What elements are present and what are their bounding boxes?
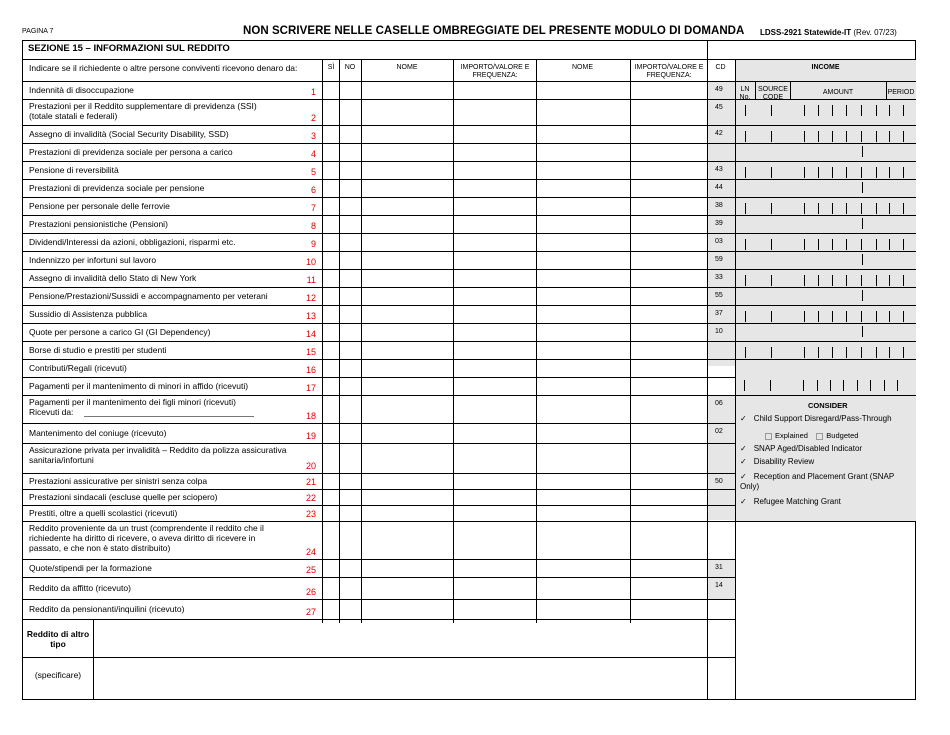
row-rule [22, 423, 735, 424]
entry-tick [889, 105, 890, 116]
row-rule [22, 179, 735, 180]
entry-tick [818, 131, 819, 142]
row-label-line3: passato, e che non è stato distribuito) [29, 543, 171, 553]
row-label: Prestazioni di previdenza sociale per pensione [29, 183, 205, 193]
entry-tick [889, 311, 890, 322]
row-label: Prestazioni pensionistiche (Pensioni) [29, 219, 168, 229]
entry-tick [804, 203, 805, 214]
income-rule [735, 251, 916, 252]
row-label: Prestazioni sindacali (escluse quelle per sciopero) [29, 492, 218, 502]
row-number: 18 [305, 411, 316, 421]
income-rule [735, 305, 916, 306]
entry-tick [745, 311, 746, 322]
other-income-specify: (specificare) [34, 670, 82, 680]
row-number: 14 [305, 329, 316, 339]
consider-item: ✓ Child Support Disregard/Pass-Through [740, 414, 892, 423]
row-cd-code: 55 [715, 292, 723, 299]
consider-item: ✓ Refugee Matching Grant [740, 497, 841, 506]
entry-tick [832, 347, 833, 358]
entry-tick [861, 311, 862, 322]
row-cd-code: 42 [715, 130, 723, 137]
form-rev: (Rev. 07/23) [853, 28, 897, 37]
row-cd-code: 44 [715, 184, 723, 191]
row-number: 17 [305, 383, 316, 393]
entry-tick [903, 105, 904, 116]
consider-item: ✓ Disability Review [740, 457, 815, 466]
row-label-line2: (totale statali e federali) [29, 111, 118, 121]
explained-checkbox[interactable] [765, 433, 772, 440]
row-rule [22, 197, 735, 198]
entry-tick [862, 290, 863, 301]
entry-tick [876, 105, 877, 116]
row-label-line2: richiedente ha diritto di ricevere, o aveva diritto di ricevere in [29, 533, 256, 543]
row-cd-code: 49 [715, 86, 723, 93]
row-number: 19 [305, 431, 316, 441]
row-rule [22, 473, 735, 474]
entry-tick [903, 239, 904, 250]
income-rule [735, 359, 916, 360]
entry-tick [876, 275, 877, 286]
row-cd-code: 33 [715, 274, 723, 281]
row-rule [22, 657, 735, 658]
row-number: 12 [305, 293, 316, 303]
income-rule [735, 287, 916, 288]
entry-tick [876, 131, 877, 142]
entry-tick [876, 311, 877, 322]
column-rule [453, 59, 454, 623]
entry-tick [889, 131, 890, 142]
form-id [760, 28, 897, 37]
column-rule [322, 59, 323, 623]
entry-tick [876, 239, 877, 250]
entry-tick [818, 203, 819, 214]
entry-tick [870, 380, 871, 391]
income-rule [735, 323, 916, 324]
row-rule [22, 599, 735, 600]
row-cd-code: 43 [715, 166, 723, 173]
entry-tick [830, 380, 831, 391]
section-title: SEZIONE 15 – INFORMAZIONI SUL REDDITO [28, 43, 230, 54]
row-rule [22, 143, 735, 144]
col-cd-header: CD [715, 64, 726, 71]
entry-tick [889, 203, 890, 214]
entry-tick [818, 105, 819, 116]
entry-tick [846, 203, 847, 214]
row-number: 20 [305, 461, 316, 471]
row-rule [22, 341, 735, 342]
row-cd-code: 31 [715, 564, 723, 571]
entry-tick [744, 380, 745, 391]
row-number: 13 [305, 311, 316, 321]
entry-tick [745, 105, 746, 116]
row-number: 2 [310, 113, 316, 123]
row-rule [22, 99, 735, 100]
entry-tick [817, 380, 818, 391]
income-rule [735, 215, 916, 216]
consider-title: CONSIDER [808, 401, 848, 410]
entry-tick [861, 131, 862, 142]
entry-tick [832, 275, 833, 286]
row-cd-code: 39 [715, 220, 723, 227]
entry-tick [804, 167, 805, 178]
entry-tick [832, 311, 833, 322]
row-label: Prestazioni per il Reddito supplementare di previdenza (SSI) [29, 101, 257, 111]
income-panel-title: INCOME [811, 64, 840, 71]
entry-tick [745, 167, 746, 178]
column-rule [339, 59, 340, 623]
entry-tick [818, 311, 819, 322]
row-label: Borse di studio e prestiti per studenti [29, 345, 167, 355]
row-rule [22, 287, 735, 288]
entry-tick [876, 203, 877, 214]
column-rule [93, 619, 94, 700]
entry-tick [876, 167, 877, 178]
income-rule [735, 143, 916, 144]
col-importo2-header: IMPORTO/VALORE E FREQUENZA: [634, 64, 704, 79]
entry-tick [804, 105, 805, 116]
row-rule [22, 251, 735, 252]
column-rule [707, 619, 708, 700]
entry-tick [884, 380, 885, 391]
row-label: Pagamenti per il mantenimento dei figli minori (ricevuti) [29, 397, 236, 407]
entry-tick [861, 275, 862, 286]
row-cd-code: 59 [715, 256, 723, 263]
row-number: 22 [305, 493, 316, 503]
row-rule [22, 125, 735, 126]
col-nome2-header: NOME [572, 64, 593, 71]
entry-tick [804, 131, 805, 142]
row-label: Indennità di disoccupazione [29, 85, 134, 95]
entry-tick [846, 131, 847, 142]
col-nome1-header: NOME [396, 64, 418, 71]
row-number: 1 [310, 87, 316, 97]
entry-tick [903, 275, 904, 286]
row-cd-code: 10 [715, 328, 723, 335]
row-number: 21 [305, 477, 316, 487]
entry-tick [745, 275, 746, 286]
row-number: 3 [310, 131, 316, 141]
row-label: Prestazioni assicurative per sinistri senza colpa [29, 476, 208, 486]
row-cd-code: 45 [715, 104, 723, 111]
row-cd-code: 06 [715, 400, 723, 407]
page-number: PAGINA 7 [22, 28, 54, 35]
column-rule [361, 59, 362, 623]
entry-tick [903, 167, 904, 178]
entry-tick [745, 131, 746, 142]
row-number: 9 [310, 239, 316, 249]
row-rule [22, 619, 735, 620]
entry-tick [745, 239, 746, 250]
entry-tick [846, 275, 847, 286]
row-number: 24 [305, 547, 316, 557]
row-label: Quote/stipendi per la formazione [29, 563, 152, 573]
column-rule [735, 619, 736, 700]
col-importo1-header: IMPORTO/VALORE E FREQUENZA: [460, 64, 530, 79]
entry-tick [862, 146, 863, 157]
row-cd-code: 50 [715, 478, 723, 485]
entry-tick [832, 105, 833, 116]
entry-tick [804, 239, 805, 250]
row-rule [22, 215, 735, 216]
income-rule [735, 395, 916, 396]
entry-tick [889, 275, 890, 286]
income-rule [735, 179, 916, 180]
row-number: 4 [310, 149, 316, 159]
explained-budgeted: Explained Budgeted [765, 431, 858, 441]
entry-tick [846, 105, 847, 116]
entry-tick [862, 326, 863, 337]
entry-tick [771, 347, 772, 358]
row-rule [22, 377, 735, 378]
entry-tick [862, 254, 863, 265]
row-label: Quote per persone a carico GI (GI Dependency) [29, 327, 211, 337]
entry-tick [876, 347, 877, 358]
entry-tick [832, 203, 833, 214]
row-cd-code: 37 [715, 310, 723, 317]
row-label: Sussidio di Assistenza pubblica [29, 309, 148, 319]
entry-tick [771, 167, 772, 178]
row-number: 8 [310, 221, 316, 231]
entry-tick [861, 347, 862, 358]
row-rule [22, 577, 735, 578]
row-rule [22, 505, 735, 506]
row-label: Assicurazione privata per invalidità – Reddito da polizza assicurativa [29, 445, 287, 455]
row-label: Pensione per personale delle ferrovie [29, 201, 170, 211]
form-code: LDSS-2921 Statewide-IT [760, 28, 852, 37]
budgeted-checkbox[interactable] [816, 433, 823, 440]
entry-tick [903, 203, 904, 214]
income-rule [735, 125, 916, 126]
row-label: Contributi/Regali (ricevuti) [29, 363, 127, 373]
row-rule [22, 323, 735, 324]
instruction-text: Indicare se il richiedente o altre persone conviventi ricevono denaro da: [29, 63, 298, 73]
row-label: Pagamenti per il mantenimento di minori in affido (ricevuti) [29, 381, 249, 391]
row-label: Prestazioni di previdenza sociale per persona a carico [29, 147, 233, 157]
ln-no-header: LN No. [739, 86, 751, 101]
entry-tick [818, 239, 819, 250]
other-income-title: Reddito di altro tipo [26, 629, 90, 649]
entry-tick [846, 311, 847, 322]
row-number: 5 [310, 167, 316, 177]
row-number: 27 [305, 607, 316, 617]
row-rule [22, 395, 735, 396]
entry-tick [861, 105, 862, 116]
entry-tick [861, 203, 862, 214]
period-header: PERIOD [887, 89, 915, 96]
row-number: 11 [306, 275, 316, 285]
row-cd-code: 02 [715, 428, 723, 435]
row-number: 25 [305, 565, 316, 575]
consider-item: ✓ Reception and Placement Grant (SNAP Only) [740, 472, 895, 491]
entry-tick [818, 167, 819, 178]
row-label-line2: sanitaria/infortuni [29, 455, 94, 465]
row-number: 16 [305, 365, 316, 375]
entry-tick [862, 218, 863, 229]
row-label: Reddito da pensionanti/inquilini (ricevuto) [29, 604, 185, 614]
row-number: 7 [310, 203, 316, 213]
entry-tick [903, 311, 904, 322]
row-cd-code: 14 [715, 582, 723, 589]
row-cd-code: 38 [715, 202, 723, 209]
row-cd-code: 03 [715, 238, 723, 245]
entry-tick [861, 239, 862, 250]
row-label: Assegno di invalidità (Social Security Disability, SSD) [29, 129, 229, 139]
row-number: 10 [305, 257, 316, 267]
col-si-header: SÌ [327, 64, 335, 71]
row-rule [22, 81, 735, 82]
row-number: 23 [305, 509, 316, 519]
entry-tick [846, 347, 847, 358]
row-label: Dividendi/Interessi da azioni, obbligazioni, risparmi etc. [29, 237, 236, 247]
entry-tick [771, 239, 772, 250]
row-rule [22, 269, 735, 270]
income-rule [735, 341, 916, 342]
row-rule [22, 489, 735, 490]
row-label: Reddito proveniente da un trust (comprendente il reddito che il [29, 523, 264, 533]
entry-tick [803, 380, 804, 391]
entry-tick [770, 380, 771, 391]
entry-tick [804, 311, 805, 322]
entry-tick [889, 239, 890, 250]
row-rule [22, 559, 735, 560]
column-rule [707, 59, 708, 623]
row-rule [22, 305, 735, 306]
entry-tick [745, 347, 746, 358]
source-code-header: SOURCE CODE [758, 86, 788, 101]
row-label: Assegno di invalidità dello Stato di New York [29, 273, 197, 283]
entry-tick [889, 167, 890, 178]
entry-tick [861, 167, 862, 178]
entry-tick [804, 275, 805, 286]
entry-tick [857, 380, 858, 391]
entry-tick [897, 380, 898, 391]
entry-tick [889, 347, 890, 358]
entry-tick [862, 182, 863, 193]
entry-tick [771, 311, 772, 322]
shaded-cd-column [707, 395, 735, 520]
entry-tick [771, 105, 772, 116]
entry-tick [832, 131, 833, 142]
section-rule [22, 59, 916, 60]
row-label: Indennizzo per infortuni sul lavoro [29, 255, 157, 265]
entry-tick [903, 131, 904, 142]
row-label: Mantenimento del coniuge (ricevuto) [29, 428, 167, 438]
row-rule [22, 161, 735, 162]
col-no-header: NO [344, 64, 356, 71]
column-rule [536, 59, 537, 623]
entry-tick [843, 380, 844, 391]
entry-tick [804, 347, 805, 358]
row-label-line2: Ricevuti da: [29, 407, 74, 417]
amount-header: AMOUNT [822, 89, 854, 96]
row-number: 15 [305, 347, 316, 357]
column-rule [630, 59, 631, 623]
row-rule [22, 233, 735, 234]
entry-tick [818, 275, 819, 286]
entry-tick [771, 203, 772, 214]
income-rule [735, 521, 916, 522]
entry-tick [846, 239, 847, 250]
section-divider [707, 40, 708, 59]
entry-tick [818, 347, 819, 358]
entry-tick [832, 167, 833, 178]
row-number: 6 [310, 185, 316, 195]
row-rule [22, 359, 735, 360]
row-label: Reddito da affitto (ricevuto) [29, 583, 131, 593]
page-heading: NON SCRIVERE NELLE CASELLE OMBREGGIATE DEL PRESENTE MODULO DI DOMANDA [243, 25, 745, 37]
row-rule [22, 443, 735, 444]
income-rule [735, 269, 916, 270]
income-rule [735, 161, 916, 162]
consider-item: ✓ SNAP Aged/Disabled Indicator [740, 444, 863, 453]
row-rule [22, 521, 735, 522]
entry-tick [771, 131, 772, 142]
received-from-line [84, 416, 254, 417]
entry-tick [771, 275, 772, 286]
entry-tick [745, 203, 746, 214]
entry-tick [903, 347, 904, 358]
column-rule [735, 59, 736, 623]
row-label: Pensione di reversibilità [29, 165, 119, 175]
entry-tick [832, 239, 833, 250]
income-rule [735, 233, 916, 234]
income-rule [735, 197, 916, 198]
income-rule [735, 81, 916, 82]
row-number: 26 [305, 587, 316, 597]
entry-tick [846, 167, 847, 178]
row-label: Prestiti, oltre a quelli scolastici (ricevuti) [29, 508, 178, 518]
row-label: Pensione/Prestazioni/Sussidi e accompagnamento per veterani [29, 291, 268, 301]
